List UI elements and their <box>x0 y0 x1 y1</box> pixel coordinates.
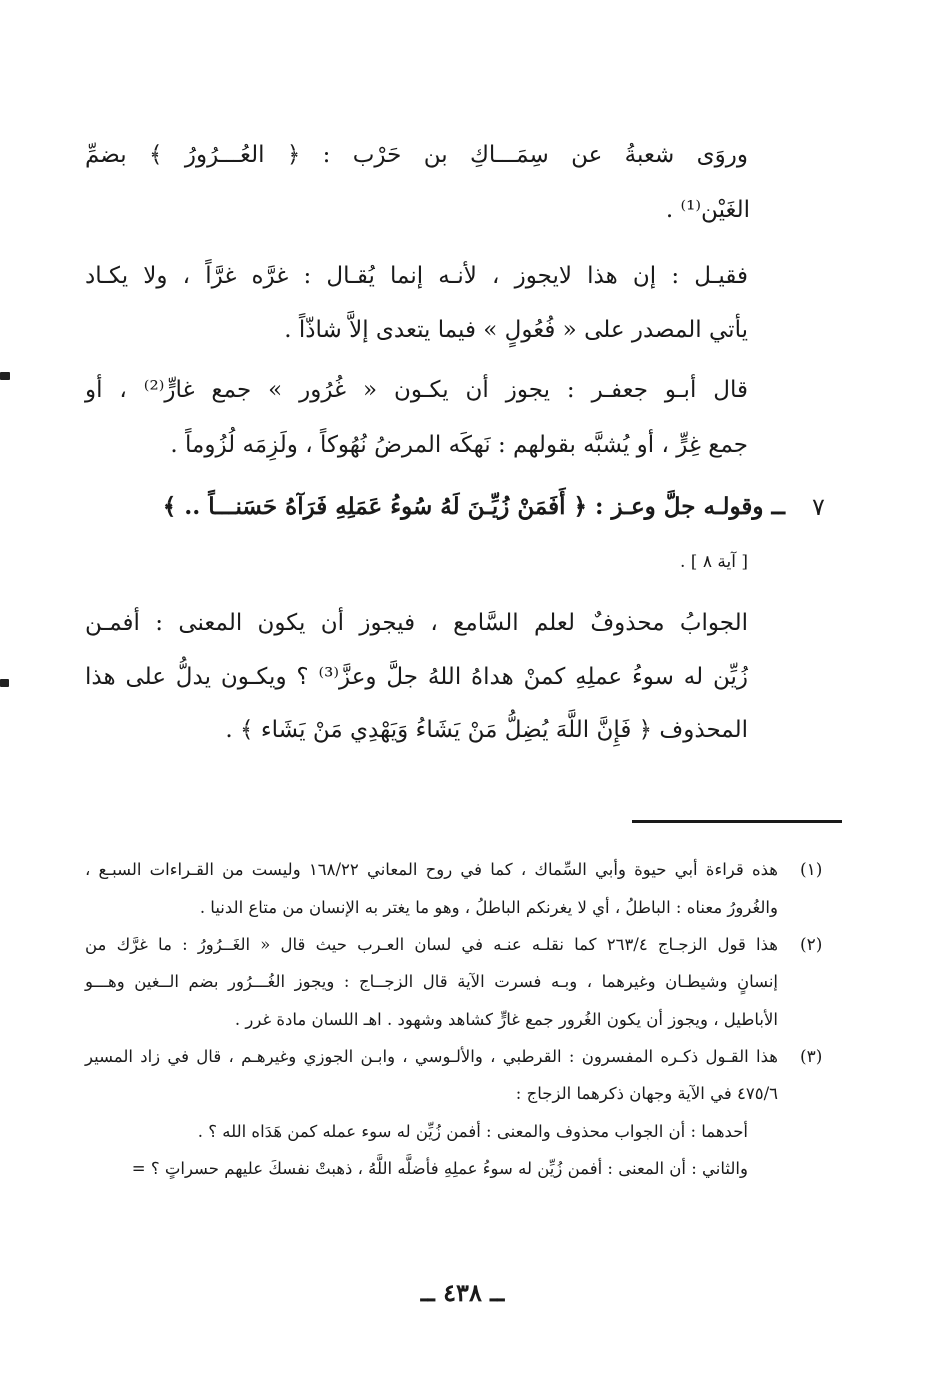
scan-mark-top <box>0 372 10 380</box>
footnote-line: والغُرورُ معناه : الباطلُ ، أي لا يغرنكم الباطلُ ، وهو ما يغتر به الإنسان من متاع الدنيا . <box>199 898 778 917</box>
para2-line2: يأتي المصدر على « فُعُولٍ » فيما يتعدى إلاَّ شاذّاً . <box>284 317 748 343</box>
footnote-line: الأباطيل ، ويجوز أن يكون الغُرور جمع غارٍّ كشاهد وشهود . اهـ اللسان مادة غرر . <box>234 1010 778 1029</box>
footnote-line: هذه قراءة أبي حيوة وأبي السِّماك ، كما في روح المعاني ١٦٨/٢٢ وليست من القـراءات السبـع ، <box>85 860 778 879</box>
footnote-number: (٣) <box>800 1047 823 1067</box>
para2-line1: فقيـل : إن هذا لايجوز ، لأنـه إنما يُقـال : غرَّه غرَّاً ، ولا يكـاد <box>85 263 748 289</box>
footnote-line: هذا قول الزجـاج ٢٦٣/٤ كما نقلـه عنـه في لسان العـرب حيث قال « الغَــرُورُ : ما غرَّك من <box>85 935 779 954</box>
footnote-line: والثاني : أن المعنى : أفمن زُيِّن له سوءُ عملِهِ فأضلَّه اللَّهُ ، ذهبتْ نفسكَ عليهم حسراتٍ ؟ = <box>131 1159 748 1178</box>
para3-line1: قال أبـو جعفـر : يجوز أن يكـون « غُرُور » جمع غارٍّ⁽²⁾ ، أو <box>85 377 748 403</box>
para4-line3: المحذوف ﴿ فَإِنَّ اللَّهَ يُضِلُّ مَنْ يَشَاءُ وَيَهْدِي مَنْ يَشَاء ﴾ . <box>225 717 748 743</box>
footnote-line: هذا القـول ذكـره المفسرون : القرطبي ، والألـوسي ، وابـن الجوزي وغيرهـم ، قال في زاد المسير <box>85 1047 778 1066</box>
verse-line: ــ وقولـه جلَّ وعـز : ﴿ أَفَمَنْ زُيِّـنَ لَهُ سُوءُ عَمَلِهِ فَرَآهُ حَسَنـــاً .. ﴾ <box>162 493 785 520</box>
footnote-line: أحدهما : أن الجواب محذوف والمعنى : أفمن زُيِّن له سوء عمله كمن هَدَاه الله ؟ . <box>197 1122 748 1141</box>
para1-line2: الغَيْن⁽¹⁾ . <box>665 197 750 223</box>
verse-reference: [ آية ٨ ] . <box>680 552 748 572</box>
footnote-number: (٢) <box>800 935 823 955</box>
footnote-line: ٤٧٥/٦ في الآية وجهان ذكرهما الزجاج : <box>515 1084 778 1103</box>
verse-number: ٧ <box>812 493 825 521</box>
para3-line2: جمع غِرٍّ ، أو يُشبَّه بقولهم : نَهكَه المرضُ نُهُوكاً ، ولَزِمَه لُزُوماً . <box>170 432 748 458</box>
scan-mark-bottom <box>0 679 9 687</box>
page-number: ــ ٤٣٨ ــ <box>420 1278 505 1307</box>
para4-line1: الجوابُ محذوفٌ لعلم السَّامع ، فيجوز أن يكون المعنى : أفمـن <box>85 610 748 636</box>
footnote-separator <box>632 820 842 823</box>
footnote-number: (١) <box>800 860 823 880</box>
footnote-line: إنسانٍ وشيطـان وغيرهما ، وبـه فسرت الآية قال الزجــاج : ويجوز الغُـــرُور بضم الــغين وهـــو <box>85 972 778 991</box>
para4-line2: زُيِّن له سوءُ عملِهِ كمنْ هداهُ اللهُ جلَّ وعزَّ⁽³⁾ ؟ ويكـون يدلُّ على هذا <box>85 664 749 690</box>
para1-line1: وروَى شعبةُ عن سِمَـــاكِ بن حَرْب : ﴿ العُـــرُورُ ﴾ بضمِّ <box>85 142 748 168</box>
